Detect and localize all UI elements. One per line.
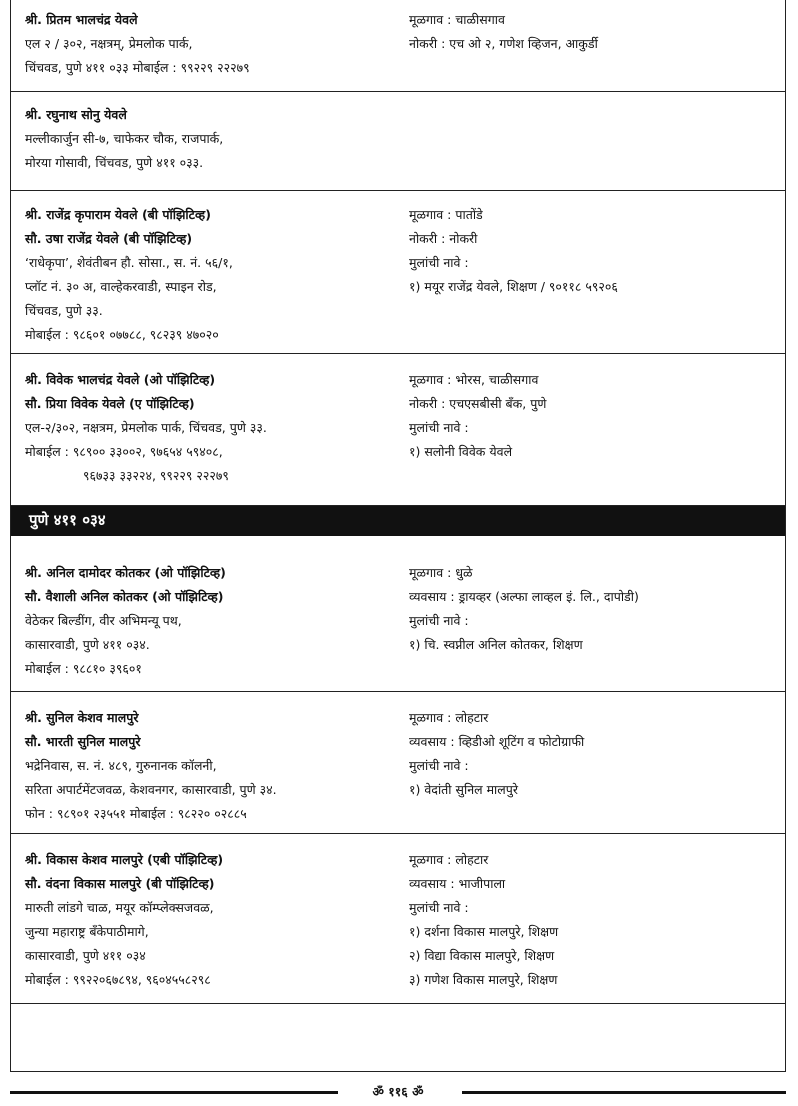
member-name: श्री. विकास केशव मालपुरे (एबी पॉझिटिव्ह) — [25, 852, 224, 867]
children-label: मुलांची नावे : — [409, 758, 469, 773]
children-label: मुलांची नावे : — [409, 613, 469, 628]
spouse-name: सौ. प्रिया विवेक येवले (ए पॉझिटिव्ह) — [25, 396, 195, 411]
occupation: व्यवसाय : ड्रायव्हर (अल्फा लाव्हल इं. लि., दापोडी) — [409, 589, 639, 604]
page-footer — [10, 1084, 786, 1100]
mobile-numbers: मोबाईल : ९९२२०६७८९४, ९६०४५५८२९८ — [25, 972, 211, 987]
member-name: श्री. रघुनाथ सोनु येवले — [25, 107, 127, 122]
address-line: एल-२/३०२, नक्षत्रम, प्रेमलोक पार्क, चिंचवड, पुणे ३३. — [25, 420, 267, 435]
child-item: २) विद्या विकास मालपुरे, शिक्षण — [409, 948, 555, 963]
address-line: चिंचवड, पुणे ४११ ०३३ मोबाईल : ९९२२९ २२२७९ — [25, 60, 250, 75]
address-line: ‘राधेकृपा’, शेवंतीबन हौ. सोसा., स. नं. ५६/१, — [25, 255, 233, 270]
occupation: नोकरी : नोकरी — [409, 231, 478, 246]
address-line: कासारवाडी, पुणे ४११ ०३४. — [25, 637, 150, 652]
directory-entry — [11, 536, 785, 692]
member-name: श्री. सुनिल केशव मालपुरे — [25, 710, 139, 725]
address-line: भद्रेनिवास, स. नं. ४८९, गुरुनानक कॉलनी, — [25, 758, 217, 773]
spouse-name: सौ. उषा राजेंद्र येवले (बी पॉझिटिव्ह) — [25, 231, 193, 246]
native-place: मूळगाव : लोहटार — [409, 852, 489, 867]
empty-entry-space — [11, 1004, 785, 1072]
phone-numbers: फोन : ९८९०१ २३५५१ मोबाईल : ९८२२० ०२८८५ — [25, 806, 247, 821]
child-item: १) मयूर राजेंद्र येवले, शिक्षण / ९०११८ ५९२०६ — [409, 279, 618, 294]
child-item: १) सलोनी विवेक येवले — [409, 444, 513, 459]
spouse-name: सौ. भारती सुनिल मालपुरे — [25, 734, 141, 749]
native-place: मूळगाव : भोरस, चाळीसगाव — [409, 372, 539, 387]
child-item: १) वेदांती सुनिल मालपुरे — [409, 782, 518, 797]
mobile-numbers: मोबाईल : ९८६०१ ०७७८८, ९८२३९ ४७०२० — [25, 327, 219, 342]
occupation: व्यवसाय : भाजीपाला — [409, 876, 506, 891]
directory-entry — [11, 692, 785, 834]
children-label: मुलांची नावे : — [409, 420, 469, 435]
address-line: मारुती लांडगे चाळ, मयूर कॉम्प्लेक्सजवळ, — [25, 900, 214, 915]
mobile-numbers: मोबाईल : ९८८१० ३९६०१ — [25, 661, 142, 676]
spouse-name: सौ. वंदना विकास मालपुरे (बी पॉझिटिव्ह) — [25, 876, 215, 891]
address-line: मोरया गोसावी, चिंचवड, पुणे ४११ ०३३. — [25, 155, 204, 170]
directory-page — [10, 0, 786, 1072]
children-label: मुलांची नावे : — [409, 900, 469, 915]
address-line: प्लॉट नं. ३० अ, वाल्हेकरवाडी, स्पाइन रोड, — [25, 279, 217, 294]
occupation: नोकरी : एच ओ २, गणेश व्हिजन, आकुर्डी — [409, 36, 598, 51]
member-name: श्री. राजेंद्र कृपाराम येवले (बी पॉझिटिव्ह) — [25, 207, 211, 222]
native-place: मूळगाव : पातोंडे — [409, 207, 483, 222]
address-line: मल्लीकार्जुन सी-७, चाफेकर चौक, राजपार्क, — [25, 131, 224, 146]
address-line: कासारवाडी, पुणे ४११ ०३४ — [25, 948, 146, 963]
occupation: व्यवसाय : व्हिडीओ शूटिंग व फोटोग्राफी — [409, 734, 585, 749]
child-item: १) दर्शना विकास मालपुरे, शिक्षण — [409, 924, 559, 939]
native-place: मूळगाव : धुळे — [409, 565, 473, 580]
child-item: १) चि. स्वप्नील अनिल कोतकर, शिक्षण — [409, 637, 583, 652]
directory-entry — [11, 191, 785, 354]
mobile-numbers: ९६७३३ ३३२२४, ९९२२९ २२२७९ — [83, 468, 229, 483]
address-line: चिंचवड, पुणे ३३. — [25, 303, 103, 318]
page-number: ॐ ११६ ॐ — [368, 1084, 427, 1099]
member-name: श्री. अनिल दामोदर कोतकर (ओ पॉझिटिव्ह) — [25, 565, 226, 580]
native-place: मूळगाव : चाळीसगाव — [409, 12, 505, 27]
spouse-name: सौ. वैशाली अनिल कोतकर (ओ पॉझिटिव्ह) — [25, 589, 224, 604]
directory-entry — [11, 834, 785, 1004]
address-line: एल २ / ३०२, नक्षत्रम्‌, प्रेमलोक पार्क, — [25, 36, 193, 51]
children-label: मुलांची नावे : — [409, 255, 469, 270]
address-line: सरिता अपार्टमेंटजवळ, केशवनगर, कासारवाडी, पुणे ३४. — [25, 782, 277, 797]
directory-entry — [11, 354, 785, 506]
mobile-numbers: मोबाईल : ९८९०० ३३००२, ९७६५४ ५९४०८, — [25, 444, 223, 459]
native-place: मूळगाव : लोहटार — [409, 710, 489, 725]
address-line: जुन्या महाराष्ट्र बँकेपाठीमागे, — [25, 924, 149, 939]
directory-entry — [11, 0, 785, 92]
member-name: श्री. प्रितम भालचंद्र येवले — [25, 12, 138, 27]
member-name: श्री. विवेक भालचंद्र येवले (ओ पॉझिटिव्ह) — [25, 372, 216, 387]
child-item: ३) गणेश विकास मालपुरे, शिक्षण — [409, 972, 558, 987]
section-heading-band: पुणे ४११ ०३४ — [11, 506, 785, 536]
address-line: वेठेकर बिल्डींग, वीर अभिमन्यू पथ, — [25, 613, 182, 628]
occupation: नोकरी : एचएसबीसी बँक, पुणे — [409, 396, 547, 411]
directory-entry — [11, 92, 785, 191]
